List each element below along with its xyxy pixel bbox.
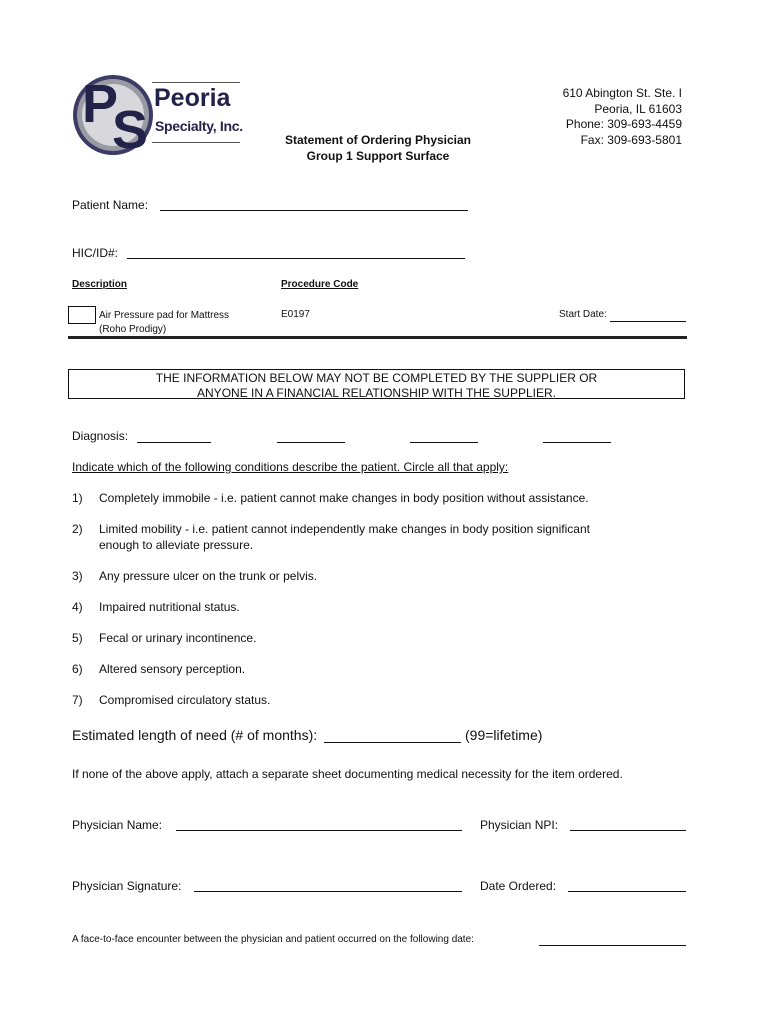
item-description-line2: (Roho Prodigy) bbox=[99, 324, 167, 335]
item-description bbox=[99, 309, 229, 337]
condition-6-number: 6) bbox=[72, 662, 83, 676]
diagnosis-field-4[interactable] bbox=[543, 442, 611, 443]
patient-name-label: Patient Name: bbox=[72, 198, 149, 212]
date-ordered-label: Date Ordered: bbox=[480, 879, 557, 893]
section-divider bbox=[68, 336, 687, 339]
start-date-field[interactable] bbox=[610, 321, 686, 322]
length-of-need-field[interactable] bbox=[324, 742, 461, 743]
notice-line1: THE INFORMATION BELOW MAY NOT BE COMPLETED BY THE SUPPLIER OR bbox=[155, 371, 598, 385]
condition-4-number: 4) bbox=[72, 600, 83, 614]
condition-7-line1: Compromised circulatory status. bbox=[99, 693, 271, 707]
conditions-instruction: Indicate which of the following conditions describe the patient. Circle all that apply: bbox=[72, 460, 509, 474]
physician-npi-label: Physician NPI: bbox=[480, 818, 559, 832]
length-of-need-suffix: (99=lifetime) bbox=[465, 727, 543, 743]
item-checkbox[interactable] bbox=[68, 306, 96, 324]
condition-2-number: 2) bbox=[72, 522, 83, 536]
physician-signature-field[interactable] bbox=[194, 891, 462, 892]
start-date-label: Start Date: bbox=[559, 309, 607, 320]
none-apply-text: If none of the above apply, attach a separate sheet documenting medical necessity for the item ordered. bbox=[72, 767, 623, 781]
logo-name-line2: Specialty, Inc. bbox=[155, 118, 243, 134]
date-ordered-field[interactable] bbox=[568, 891, 686, 892]
condition-3-number: 3) bbox=[72, 569, 83, 583]
condition-5-number: 5) bbox=[72, 631, 83, 645]
patient-name-field[interactable] bbox=[160, 210, 468, 211]
condition-3-line1: Any pressure ulcer on the trunk or pelvis. bbox=[99, 569, 318, 583]
condition-2-line2: enough to alleviate pressure. bbox=[99, 538, 254, 552]
address-city: Peoria, IL 61603 bbox=[594, 101, 682, 116]
condition-1-number: 1) bbox=[72, 491, 83, 505]
condition-7-text[interactable] bbox=[99, 692, 270, 708]
physician-name-field[interactable] bbox=[176, 830, 462, 831]
address-phone: Phone: 309-693-4459 bbox=[565, 117, 682, 131]
condition-1-line1: Completely immobile - i.e. patient cannot make changes in body position without assistance. bbox=[99, 491, 589, 505]
condition-4-text[interactable] bbox=[99, 599, 240, 615]
logo-letter-s: S bbox=[112, 100, 149, 160]
physician-name-label: Physician Name: bbox=[72, 818, 163, 832]
company-logo bbox=[72, 72, 244, 158]
item-procedure-code: E0197 bbox=[281, 309, 310, 320]
condition-5-line1: Fecal or urinary incontinence. bbox=[99, 631, 257, 645]
physician-npi-field[interactable] bbox=[570, 830, 686, 831]
notice-line2: ANYONE IN A FINANCIAL RELATIONSHIP WITH THE SUPPLIER. bbox=[197, 385, 556, 400]
face-to-face-text: A face-to-face encounter between the physician and patient occurred on the following date: bbox=[72, 934, 474, 945]
item-description-line1: Air Pressure pad for Mattress bbox=[99, 310, 230, 321]
address-fax: Fax: 309-693-5801 bbox=[580, 132, 682, 147]
length-of-need-label: Estimated length of need (# of months): bbox=[72, 727, 318, 743]
condition-5-text[interactable] bbox=[99, 630, 256, 646]
diagnosis-field-2[interactable] bbox=[277, 442, 345, 443]
address-street: 610 Abington St. Ste. I bbox=[562, 86, 682, 100]
face-to-face-date-field[interactable] bbox=[539, 945, 686, 946]
procedure-code-header: Procedure Code bbox=[281, 279, 359, 290]
condition-7-number: 7) bbox=[72, 693, 83, 707]
form-title-line1: Statement of Ordering Physician bbox=[284, 133, 472, 147]
form-title bbox=[268, 132, 488, 164]
description-header: Description bbox=[72, 279, 128, 290]
condition-3-text[interactable] bbox=[99, 568, 317, 584]
physician-signature-label: Physician Signature: bbox=[72, 879, 182, 893]
condition-6-line1: Altered sensory perception. bbox=[99, 662, 246, 676]
company-address bbox=[563, 86, 682, 148]
hic-id-field[interactable] bbox=[127, 258, 465, 259]
form-title-line2: Group 1 Support Surface bbox=[306, 149, 450, 163]
logo-letter-p: P bbox=[82, 74, 119, 134]
diagnosis-label: Diagnosis: bbox=[72, 429, 129, 443]
diagnosis-field-3[interactable] bbox=[410, 442, 478, 443]
hic-id-label: HIC/ID#: bbox=[72, 246, 119, 260]
condition-1-text[interactable] bbox=[99, 490, 589, 506]
condition-6-text[interactable] bbox=[99, 661, 245, 677]
condition-2-text[interactable] bbox=[99, 521, 590, 553]
condition-4-line1: Impaired nutritional status. bbox=[99, 600, 240, 614]
supplier-notice-box bbox=[68, 369, 685, 399]
condition-2-line1: Limited mobility - i.e. patient cannot independently make changes in body position significant bbox=[99, 522, 590, 536]
diagnosis-field-1[interactable] bbox=[137, 442, 211, 443]
logo-name-line1: Peoria bbox=[154, 84, 231, 112]
